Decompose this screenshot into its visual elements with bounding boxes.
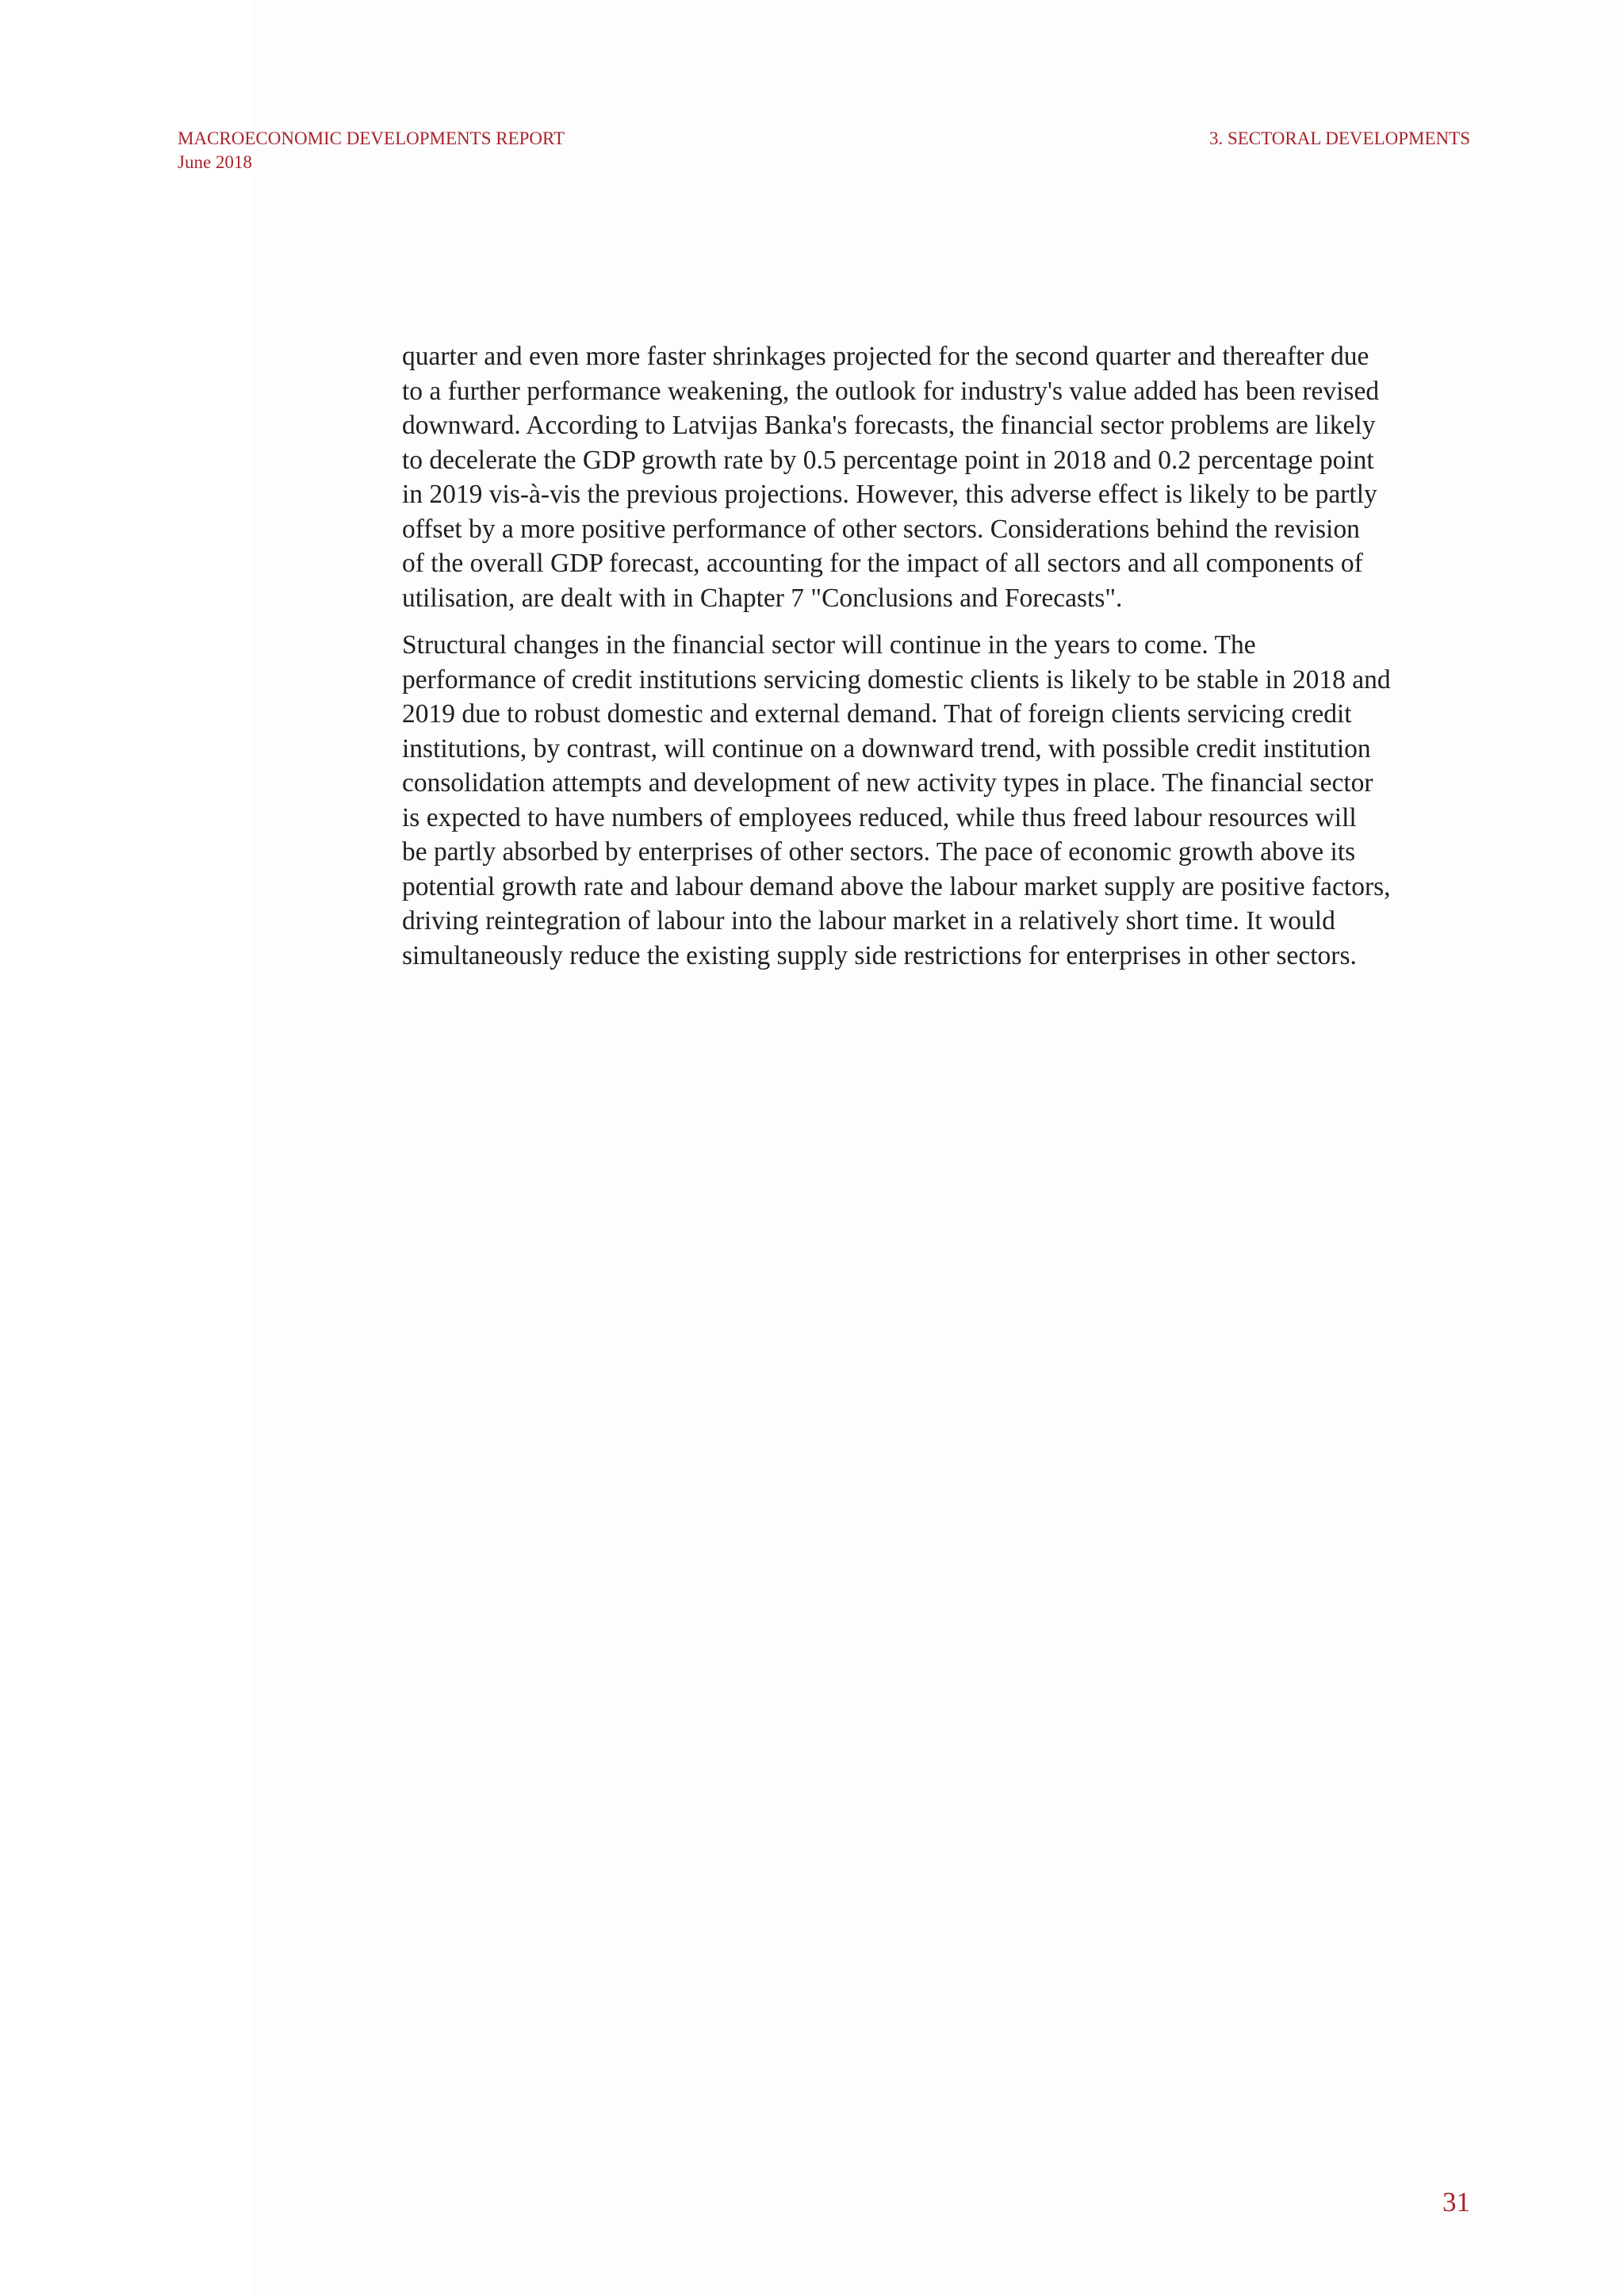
text-line: downward. According to Latvijas Banka's forecasts, the financial sector problems are likely [402, 411, 1376, 440]
text-line: be partly absorbed by enterprises of other sectors. The pace of economic growth above its [402, 837, 1356, 867]
text-line: is expected to have numbers of employees reduced, while thus freed labour resources will [402, 802, 1357, 832]
text-line: institutions, by contrast, will continue on a downward trend, with possible credit institution [402, 733, 1371, 763]
running-header-left [178, 127, 565, 174]
body-text [402, 339, 1480, 985]
page-margin [0, 0, 252, 2296]
text-line: quarter and even more faster shrinkages projected for the second quarter and thereafter due [402, 342, 1369, 371]
text-line: of the overall GDP forecast, accounting for the impact of all sectors and all components of [402, 549, 1363, 578]
text-line: performance of credit institutions servicing domestic clients is likely to be stable in 2018 and [402, 664, 1391, 695]
text-line: to decelerate the GDP growth rate by 0.5 percentage point in 2018 and 0.2 percentage point [402, 445, 1374, 475]
paragraph-1 [402, 339, 1480, 615]
text-line: driving reintegration of labour into the labour market in a relatively short time. It would [402, 906, 1335, 936]
text-line: 2019 due to robust domestic and external demand. That of foreign clients servicing credit [402, 699, 1352, 729]
page-number: 31 [1442, 2187, 1470, 2218]
text-line: consolidation attempts and development of new activity types in place. The financial sector [402, 768, 1373, 798]
text-line: simultaneously reduce the existing supply side restrictions for enterprises in other sectors. [402, 940, 1357, 970]
paragraph-2 [402, 628, 1480, 973]
report-title: MACROECONOMIC DEVELOPMENTS REPORT [178, 128, 565, 148]
text-line: Structural changes in the financial sector will continue in the years to come. The [402, 630, 1256, 660]
text-line: offset by a more positive performance of other sectors. Considerations behind the revision [402, 514, 1360, 544]
text-line: potential growth rate and labour demand above the labour market supply are positive factors, [402, 871, 1391, 901]
section-title: 3. SECTORAL DEVELOPMENTS [1208, 128, 1470, 148]
text-line: in 2019 vis-à-vis the previous projections. However, this adverse effect is likely to be partly [402, 480, 1377, 509]
report-date: June 2018 [178, 152, 252, 172]
text-line: utilisation, are dealt with in Chapter 7 "Conclusions and Forecasts". [402, 583, 1123, 613]
text-line: to a further performance weakening, the outlook for industry's value added has been revised [402, 376, 1380, 406]
